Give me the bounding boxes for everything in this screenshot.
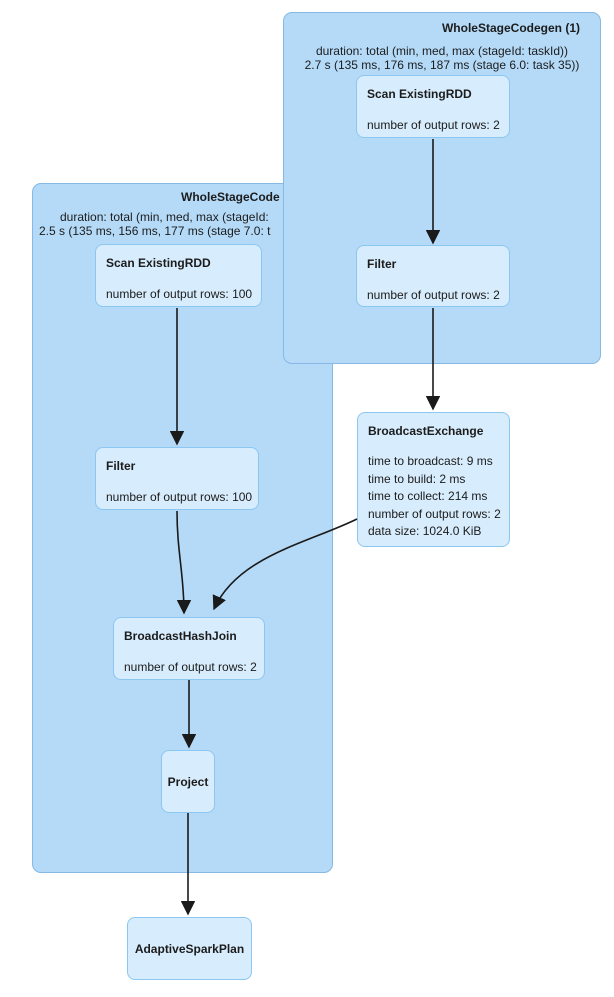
node-filter-1-title: Filter	[367, 257, 397, 271]
metric-time-to-collect: time to collect: 214 ms	[368, 489, 488, 503]
cluster-wholestagecodegen-2-duration-label: duration: total (min, med, max (stageId:	[60, 210, 269, 224]
node-scan-existingrdd-2[interactable]	[95, 244, 262, 307]
node-broadcasthashjoin-metric: number of output rows: 2	[124, 660, 257, 674]
node-scan-existingrdd-1[interactable]	[356, 75, 510, 138]
node-broadcastexchange-metrics	[368, 453, 499, 541]
cluster-wholestagecodegen-1-title: WholeStageCodegen (1)	[441, 21, 580, 35]
node-project[interactable]	[161, 750, 215, 813]
metric-time-to-build: time to build: 2 ms	[368, 471, 466, 486]
node-project-title: Project	[167, 774, 209, 789]
node-filter-1-metric: number of output rows: 2	[367, 288, 500, 302]
cluster-wholestagecodegen-1-duration-label: duration: total (min, med, max (stageId: taskId))	[315, 44, 569, 58]
node-filter-2-title: Filter	[106, 459, 136, 473]
cluster-wholestagecodegen-1-duration-value: 2.7 s (135 ms, 176 ms, 187 ms (stage 6.0: task 35))	[304, 58, 580, 72]
node-broadcasthashjoin-title: BroadcastHashJoin	[124, 629, 237, 643]
node-broadcastexchange-title: BroadcastExchange	[368, 424, 484, 438]
node-filter-2-metric: number of output rows: 100	[106, 490, 253, 504]
cluster-wholestagecodegen-2-duration-value: 2.5 s (135 ms, 156 ms, 177 ms (stage 7.0: t	[39, 224, 271, 238]
node-filter-1[interactable]	[356, 245, 510, 307]
cluster-wholestagecodegen-2-title: WholeStageCode	[181, 190, 280, 204]
metric-output-rows: number of output rows: 2	[368, 506, 501, 521]
node-broadcasthashjoin[interactable]	[113, 617, 265, 680]
node-scan-existingrdd-2-metric: number of output rows: 100	[106, 287, 253, 301]
node-scan-existingrdd-1-metric: number of output rows: 2	[367, 118, 500, 132]
node-adaptivesparkplan[interactable]	[127, 917, 252, 980]
node-scan-existingrdd-1-title: Scan ExistingRDD	[367, 87, 472, 101]
node-adaptivesparkplan-title: AdaptiveSparkPlan	[134, 941, 245, 956]
node-scan-existingrdd-2-title: Scan ExistingRDD	[106, 256, 211, 270]
node-filter-2[interactable]	[95, 447, 259, 510]
metric-data-size: data size: 1024.0 KiB	[368, 524, 482, 538]
metric-time-to-broadcast: time to broadcast: 9 ms	[368, 454, 493, 468]
cluster-wholestagecodegen-1	[283, 12, 601, 364]
node-broadcastexchange[interactable]	[357, 412, 510, 547]
